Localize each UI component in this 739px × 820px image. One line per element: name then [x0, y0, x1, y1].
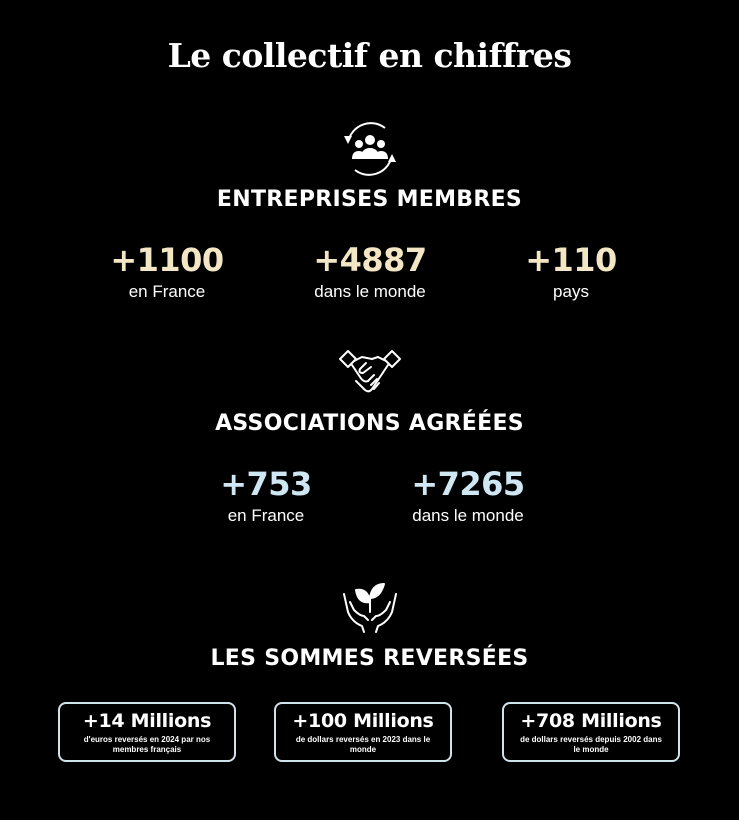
donation-box-2024-france	[58, 702, 236, 762]
stat-caption: en France	[128, 282, 206, 301]
box-caption: de dollars reversés en 2023 dans le monde	[295, 735, 431, 754]
stat-members-france	[67, 243, 267, 303]
handshake-icon	[0, 347, 739, 401]
stat-associations-world	[368, 467, 568, 527]
box-value: +708 Millions	[520, 710, 662, 732]
stat-value: +753	[220, 465, 312, 503]
box-value: +100 Millions	[292, 710, 434, 732]
stat-caption: en France	[227, 506, 305, 525]
box-caption: d'euros reversés en 2024 par nos membres français	[83, 735, 211, 754]
group-cycle-icon	[0, 118, 739, 180]
stat-caption: dans le monde	[314, 282, 426, 301]
stat-value: +1100	[110, 241, 224, 279]
stat-caption: pays	[553, 282, 589, 301]
members-heading: ENTREPRISES MEMBRES	[216, 187, 523, 212]
stat-members-countries	[471, 243, 671, 303]
donation-box-2023-world	[274, 702, 452, 762]
stat-value: +7265	[411, 465, 525, 503]
donations-heading: LES SOMMES REVERSÉES	[210, 646, 529, 671]
associations-heading: ASSOCIATIONS AGRÉÉES	[215, 411, 524, 436]
box-caption: de dollars reversés depuis 2002 dans le monde	[520, 735, 662, 754]
donation-box-since-2002	[502, 702, 680, 762]
hands-plant-icon	[0, 578, 739, 634]
box-value: +14 Millions	[82, 710, 212, 732]
stat-value: +110	[525, 241, 617, 279]
page-title: Le collectif en chiffres	[167, 36, 572, 75]
stat-caption: dans le monde	[412, 506, 524, 525]
stat-associations-france	[166, 467, 366, 527]
stat-members-world	[270, 243, 470, 303]
stat-value: +4887	[313, 241, 427, 279]
